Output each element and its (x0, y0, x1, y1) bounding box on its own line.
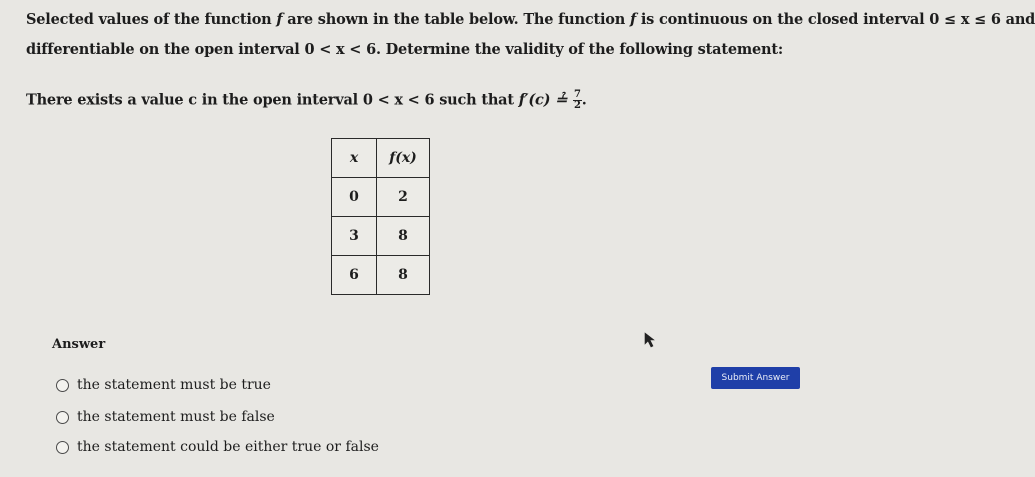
open-interval: 0 < x < 6 (304, 41, 376, 58)
question-text: differentiable on the open interval (26, 41, 305, 58)
table-cell: 3 (332, 217, 377, 256)
submit-answer-button[interactable]: Submit Answer (711, 367, 800, 389)
table-cell: 0 (332, 178, 377, 217)
radio-button[interactable] (56, 379, 69, 392)
statement (26, 90, 587, 111)
column-header: f(x) (377, 139, 430, 178)
option-label: the statement must be false (77, 409, 275, 425)
question-line-2 (26, 41, 783, 58)
fraction-numerator: 7 (573, 89, 581, 100)
question-line-1 (26, 11, 1035, 28)
table-cell: 2 (377, 178, 430, 217)
function-f: f (629, 11, 636, 28)
question-text: are shown in the table below. The function (282, 11, 630, 28)
table-cell: 6 (332, 256, 377, 295)
derivative-expression: f′(c) ≟ (518, 91, 572, 109)
column-header: x (332, 139, 377, 178)
mouse-cursor-icon (643, 332, 657, 348)
question-text: Selected values of the function (26, 11, 277, 28)
option-either[interactable] (56, 439, 379, 455)
statement-text: . (581, 91, 587, 109)
radio-button[interactable] (56, 441, 69, 454)
radio-button[interactable] (56, 411, 69, 424)
values-table (331, 138, 430, 295)
function-f: f (276, 11, 283, 28)
statement-interval: 0 < x < 6 (362, 91, 435, 109)
question-text: is continuous on the closed interval (636, 11, 930, 28)
option-label: the statement could be either true or false (77, 439, 379, 455)
table-row (332, 178, 430, 217)
fraction (573, 90, 582, 111)
option-must-be-true[interactable] (56, 377, 271, 393)
question-text: . Determine the validity of the following statement: (375, 41, 784, 58)
table-cell: 8 (377, 217, 430, 256)
option-label: the statement must be true (77, 377, 271, 393)
table-cell: 8 (377, 256, 430, 295)
table-row (332, 256, 430, 295)
table-row (332, 217, 430, 256)
closed-interval: 0 ≤ x ≤ 6 (929, 11, 1001, 28)
statement-text: There exists a value c in the open interval (26, 91, 363, 109)
table-header-row (332, 139, 430, 178)
question-text: and (1000, 11, 1035, 28)
option-must-be-false[interactable] (56, 409, 275, 425)
fraction-denominator: 2 (573, 100, 581, 111)
statement-text: such that (434, 91, 519, 109)
answer-label: Answer (52, 337, 106, 352)
